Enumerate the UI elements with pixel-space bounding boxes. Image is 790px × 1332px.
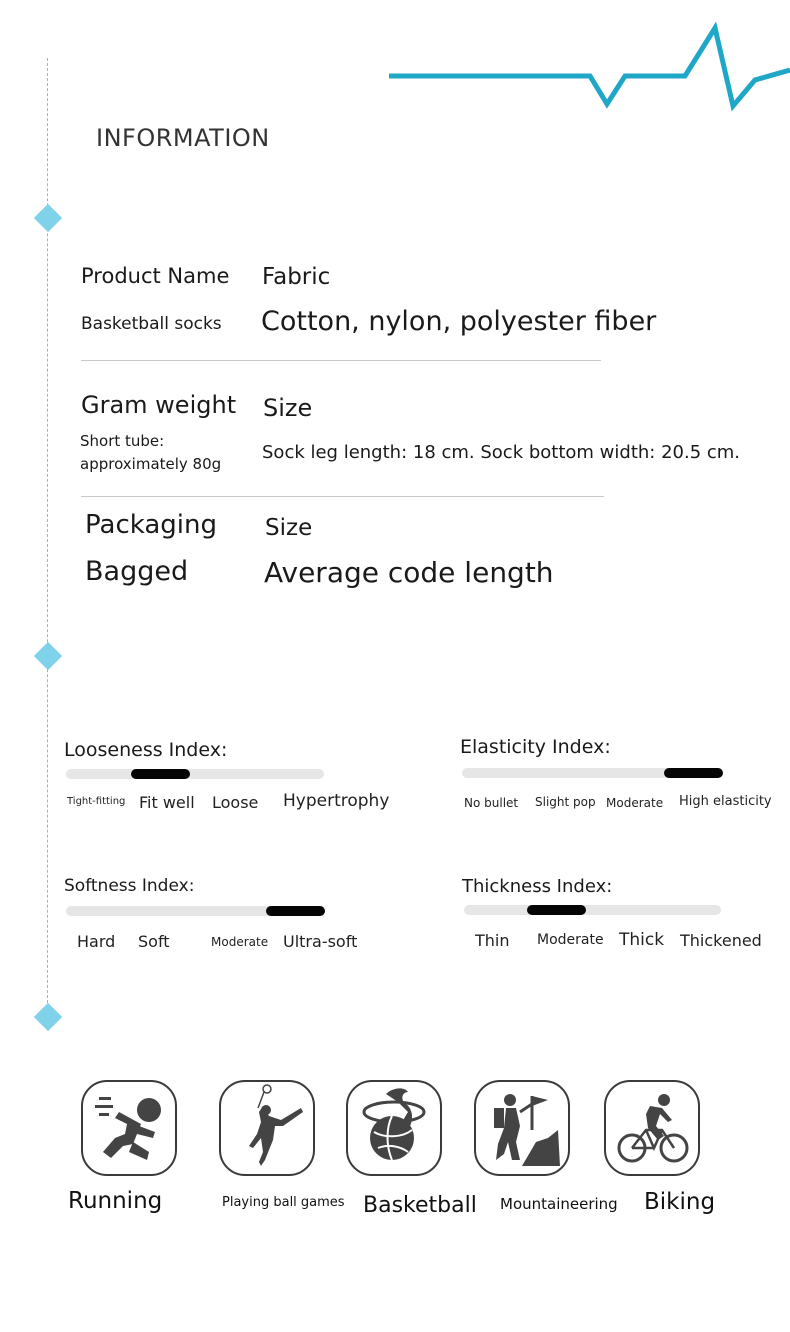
elasticity-level: No bullet xyxy=(464,796,519,810)
size-label: Size xyxy=(263,394,313,422)
thickness-level: Thin xyxy=(475,931,510,950)
product-name-label: Product Name xyxy=(81,264,230,288)
running-icon xyxy=(81,1080,177,1176)
activity-label-biking: Biking xyxy=(644,1189,716,1215)
activity-label-playing-ball-games: Playing ball games xyxy=(222,1195,345,1210)
divider xyxy=(81,496,604,497)
softness-index-title: Softness Index: xyxy=(64,876,195,896)
product-name-value: Basketball socks xyxy=(81,314,222,334)
softness-index-indicator xyxy=(266,906,325,916)
fabric-label: Fabric xyxy=(262,264,331,290)
basketball-icon xyxy=(346,1080,442,1176)
softness-level: Ultra-soft xyxy=(283,932,358,951)
looseness-level: Hypertrophy xyxy=(283,791,390,811)
elasticity-index-title: Elasticity Index: xyxy=(460,736,611,758)
elasticity-index-indicator xyxy=(664,768,723,778)
biking-icon xyxy=(604,1080,700,1176)
activity-label-mountaineering: Mountaineering xyxy=(500,1195,618,1213)
elasticity-level: Slight pop xyxy=(535,795,596,809)
gram-weight-value-line2: approximately 80g xyxy=(80,455,222,473)
thickness-level: Thickened xyxy=(680,931,762,950)
looseness-level: Tight-fitting xyxy=(67,796,126,807)
size2-value: Average code length xyxy=(264,556,554,589)
packaging-value: Bagged xyxy=(85,556,189,587)
thickness-index-track xyxy=(464,905,721,915)
elasticity-level: High elasticity xyxy=(679,794,772,809)
timeline-line xyxy=(47,58,48,1018)
timeline-diamond xyxy=(34,642,62,670)
looseness-index-title: Looseness Index: xyxy=(64,739,228,761)
heartbeat-line-icon xyxy=(385,18,790,118)
thickness-index-indicator xyxy=(527,905,586,915)
section-title: INFORMATION xyxy=(96,124,270,152)
fabric-value: Cotton, nylon, polyester fiber xyxy=(261,306,657,337)
looseness-index-track xyxy=(66,769,324,779)
size-value: Sock leg length: 18 cm. Sock bottom width: 20.5 cm. xyxy=(262,442,741,463)
timeline-diamond xyxy=(34,1003,62,1031)
thickness-index-title: Thickness Index: xyxy=(462,876,613,897)
gram-weight-label: Gram weight xyxy=(81,391,237,419)
looseness-level: Loose xyxy=(212,793,259,812)
size2-label: Size xyxy=(265,515,313,541)
softness-level: Soft xyxy=(138,932,170,951)
activity-label-running: Running xyxy=(68,1188,163,1214)
divider xyxy=(81,360,601,361)
timeline-diamond xyxy=(34,204,62,232)
softness-level: Hard xyxy=(77,932,116,951)
softness-level: Moderate xyxy=(211,935,269,949)
looseness-index-indicator xyxy=(131,769,190,779)
looseness-level: Fit well xyxy=(139,793,195,812)
activity-label-basketball: Basketball xyxy=(363,1193,477,1218)
gram-weight-value-line1: Short tube: xyxy=(80,432,165,450)
packaging-label: Packaging xyxy=(85,510,217,540)
elasticity-level: Moderate xyxy=(606,796,664,810)
badminton-icon xyxy=(219,1080,315,1176)
thickness-level: Moderate xyxy=(537,932,604,948)
mountaineering-icon xyxy=(474,1080,570,1176)
thickness-level: Thick xyxy=(619,930,665,950)
